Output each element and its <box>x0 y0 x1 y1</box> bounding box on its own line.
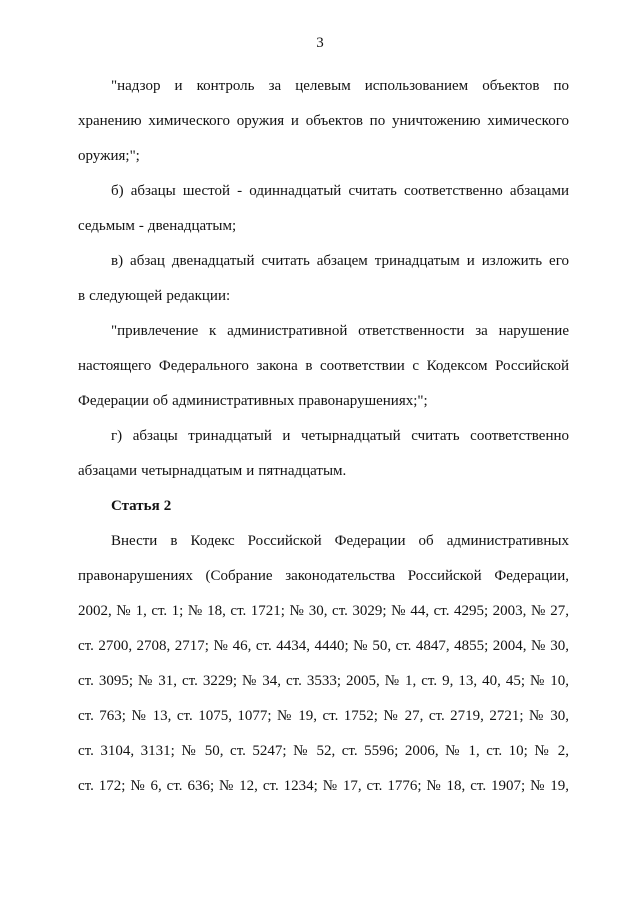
paragraph <box>78 524 569 804</box>
text-line: ст. 3095; № 31, ст. 3229; № 34, ст. 3533; 2005, № 1, ст. 9, 13, 40, 45; № 10, <box>78 673 569 689</box>
text-line: Статья 2 <box>111 498 172 514</box>
text-line: ст. 172; № 6, ст. 636; № 12, ст. 1234; № 17, ст. 1776; № 18, ст. 1907; № 19, <box>78 778 569 794</box>
paragraph <box>78 69 569 174</box>
text-line: хранению химического оружия и объектов по уничтожению химического <box>78 113 569 129</box>
text-line: Внести в Кодекс Российской Федерации об административных <box>111 533 569 549</box>
text-line: правонарушениях (Собрание законодательства Российской Федерации, <box>78 568 569 584</box>
text-line: настоящего Федерального закона в соответствии с Кодексом Российской <box>78 358 569 374</box>
page-number: 3 <box>316 35 324 51</box>
text-line: ст. 3104, 3131; № 50, ст. 5247; № 52, ст. 5596; 2006, № 1, ст. 10; № 2, <box>78 743 569 759</box>
text-line: ст. 2700, 2708, 2717; № 46, ст. 4434, 4440; № 50, ст. 4847, 4855; 2004, № 30, <box>78 638 569 654</box>
paragraph <box>78 419 569 489</box>
paragraph <box>78 244 569 314</box>
text-line: г) абзацы тринадцатый и четырнадцатый считать соответственно <box>111 428 569 444</box>
text-line: Федерации об административных правонарушениях;"; <box>78 393 428 409</box>
paragraph <box>78 314 569 419</box>
document-body <box>78 69 569 804</box>
text-line: абзацами четырнадцатым и пятнадцатым. <box>78 463 347 479</box>
paragraph <box>78 489 569 524</box>
text-line: б) абзацы шестой - одиннадцатый считать соответственно абзацами <box>111 183 569 199</box>
text-line: "надзор и контроль за целевым использованием объектов по <box>111 78 569 94</box>
text-line: ст. 763; № 13, ст. 1075, 1077; № 19, ст. 1752; № 27, ст. 2719, 2721; № 30, <box>78 708 569 724</box>
text-line: оружия;"; <box>78 148 140 164</box>
text-line: "привлечение к административной ответственности за нарушение <box>111 323 569 339</box>
text-line: седьмым - двенадцатым; <box>78 218 237 234</box>
text-line: 2002, № 1, ст. 1; № 18, ст. 1721; № 30, ст. 3029; № 44, ст. 4295; 2003, № 27, <box>78 603 569 619</box>
text-line: в следующей редакции: <box>78 288 231 304</box>
paragraph <box>78 174 569 244</box>
text-line: в) абзац двенадцатый считать абзацем тринадцатым и изложить его <box>111 253 569 269</box>
